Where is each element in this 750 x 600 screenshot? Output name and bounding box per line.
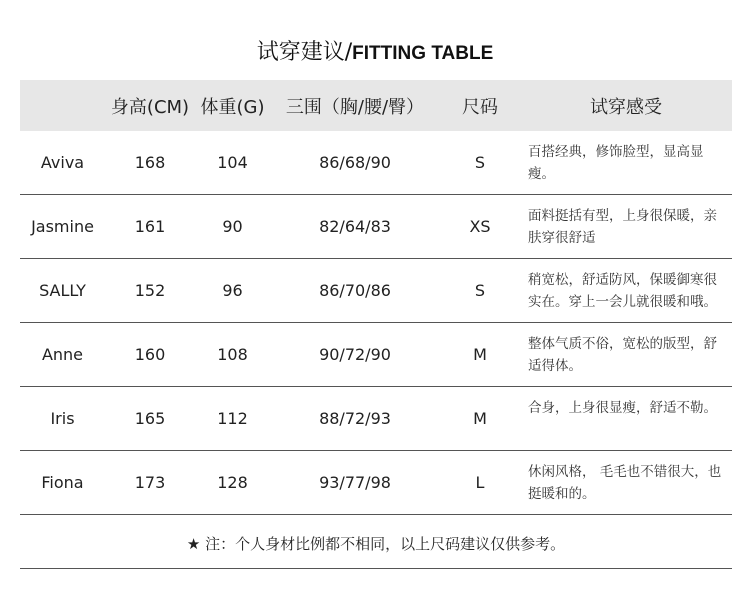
- cell-feel: 休闲风格， 毛毛也不错很大，也挺暖和的。: [528, 464, 722, 502]
- header-feel: 试穿感受: [590, 96, 662, 118]
- cell-height: 165: [134, 409, 166, 428]
- table-row: [20, 451, 732, 515]
- cell-name: Aviva: [40, 153, 85, 172]
- header-height: 身高(CM): [110, 96, 190, 118]
- table-body: [20, 131, 732, 515]
- table-row: [20, 131, 732, 195]
- cell-measurements: 88/72/93: [319, 409, 391, 428]
- cell-weight: 128: [217, 473, 248, 492]
- table-row: [20, 259, 732, 323]
- header-measurements: 三围（胸/腰/臀）: [285, 96, 425, 118]
- cell-name: Anne: [41, 345, 84, 364]
- cell-measurements: 82/64/83: [319, 217, 391, 236]
- title-en: FITTING TABLE: [352, 43, 494, 64]
- footnote: ★ 注：个人身材比例都不相同，以上尺码建议仅供参考。: [186, 534, 566, 553]
- cell-measurements: 90/72/90: [319, 345, 391, 364]
- title-cn: 试穿建议/: [256, 40, 353, 65]
- cell-size: S: [474, 281, 486, 300]
- cell-size: S: [474, 153, 486, 172]
- cell-name: Jasmine: [31, 217, 94, 236]
- table-row: [20, 323, 732, 387]
- bottom-divider: [20, 568, 732, 569]
- cell-weight: 90: [222, 217, 243, 236]
- cell-feel: 整体气质不俗，宽松的版型，舒适得体。: [528, 336, 717, 374]
- cell-size: M: [473, 345, 487, 364]
- cell-size: M: [473, 409, 487, 428]
- cell-height: 160: [134, 345, 166, 364]
- header-name: [20, 80, 105, 131]
- cell-weight: 104: [217, 153, 248, 172]
- header-weight: 体重(G): [200, 96, 265, 118]
- cell-name: Iris: [50, 409, 75, 428]
- cell-size: L: [475, 473, 485, 492]
- table-row: [20, 195, 732, 259]
- cell-feel: 面料挺括有型，上身很保暖，亲肤穿很舒适: [528, 208, 717, 246]
- cell-weight: 96: [222, 281, 243, 300]
- cell-height: 152: [134, 281, 166, 300]
- cell-feel: 合身，上身很显瘦，舒适不勒。: [528, 400, 717, 416]
- cell-weight: 112: [217, 409, 248, 428]
- cell-measurements: 86/70/86: [319, 281, 391, 300]
- cell-height: 161: [134, 217, 166, 236]
- cell-measurements: 86/68/90: [319, 153, 391, 172]
- cell-size: XS: [469, 217, 491, 236]
- table-header: [20, 80, 732, 131]
- cell-name: Fiona: [41, 473, 84, 492]
- cell-feel: 百搭经典，修饰脸型，显高显瘦。: [528, 144, 704, 182]
- cell-measurements: 93/77/98: [319, 473, 391, 492]
- cell-weight: 108: [217, 345, 248, 364]
- cell-height: 173: [134, 473, 166, 492]
- cell-height: 168: [134, 153, 166, 172]
- header-size: 尺码: [462, 96, 498, 118]
- cell-feel: 稍宽松，舒适防风，保暖御寒很实在。穿上一会儿就很暖和哦。: [528, 272, 717, 310]
- table-row: [20, 387, 732, 451]
- page-title: [0, 36, 750, 71]
- cell-name: SALLY: [39, 281, 86, 300]
